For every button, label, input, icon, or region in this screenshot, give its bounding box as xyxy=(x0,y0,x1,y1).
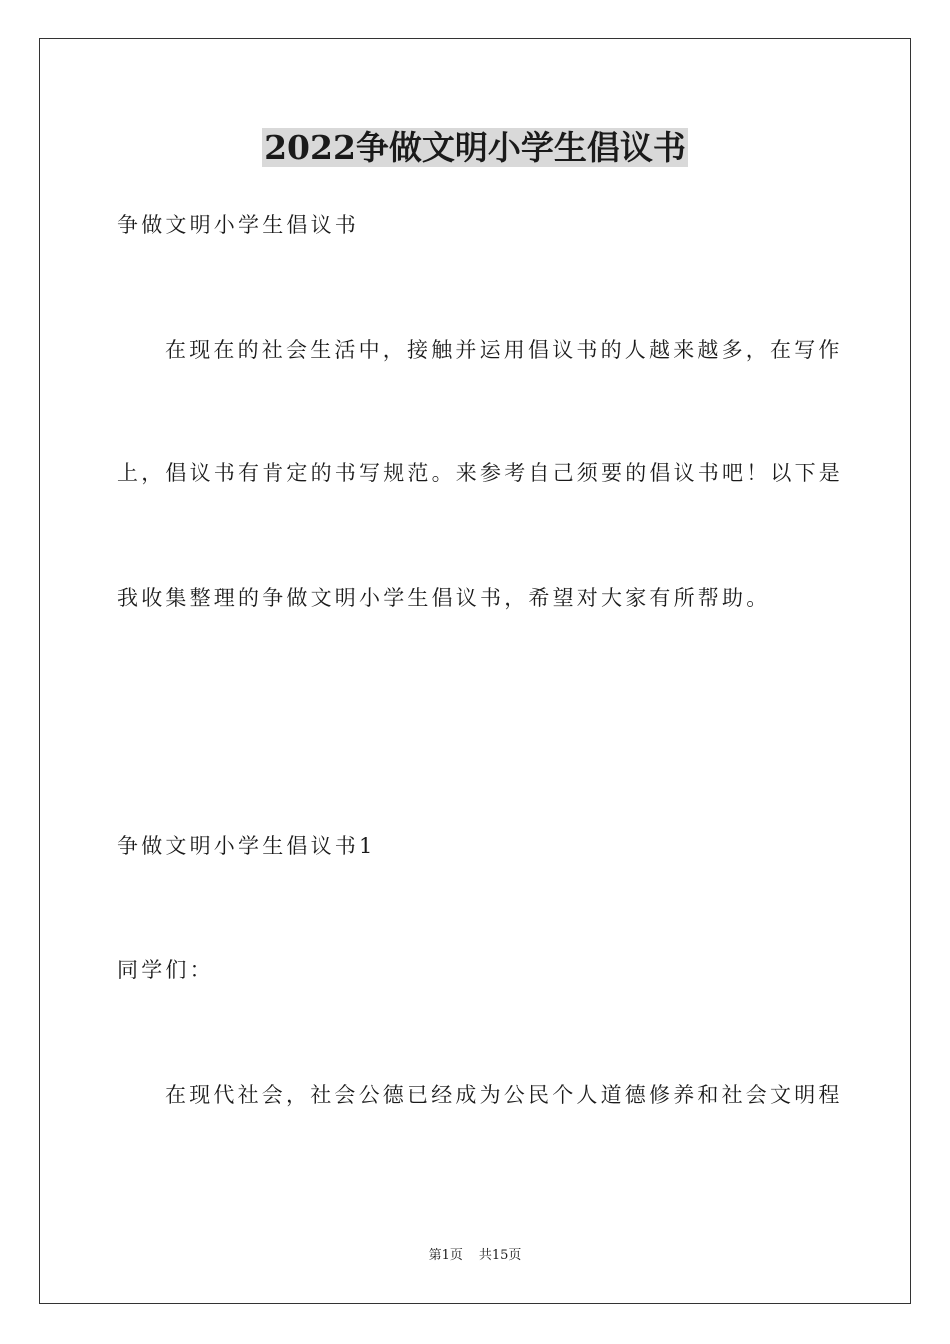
document-title xyxy=(0,126,950,170)
body-line-1: 在现代社会，社会公德已经成为公民个人道德修养和社会文明程 xyxy=(165,1083,843,1107)
section-heading: 争做文明小学生倡议书1 xyxy=(117,834,376,858)
page-number-current: 第1页 xyxy=(428,1248,463,1263)
intro-line-2: 上，倡议书有肯定的书写规范。来参考自己须要的倡议书吧！以下是 xyxy=(117,461,843,485)
intro-line-1: 在现在的社会生活中，接触并运用倡议书的人越来越多，在写作 xyxy=(165,338,843,362)
greeting: 同学们： xyxy=(117,958,214,982)
intro-line-3: 我收集整理的争做文明小学生倡议书，希望对大家有所帮助。 xyxy=(117,586,771,610)
page-footer xyxy=(0,1247,950,1265)
page-number-total: 共15页 xyxy=(478,1248,522,1263)
document-subtitle: 争做文明小学生倡议书 xyxy=(117,213,359,237)
document-title-text: 2022争做文明小学生倡议书 xyxy=(264,128,686,167)
